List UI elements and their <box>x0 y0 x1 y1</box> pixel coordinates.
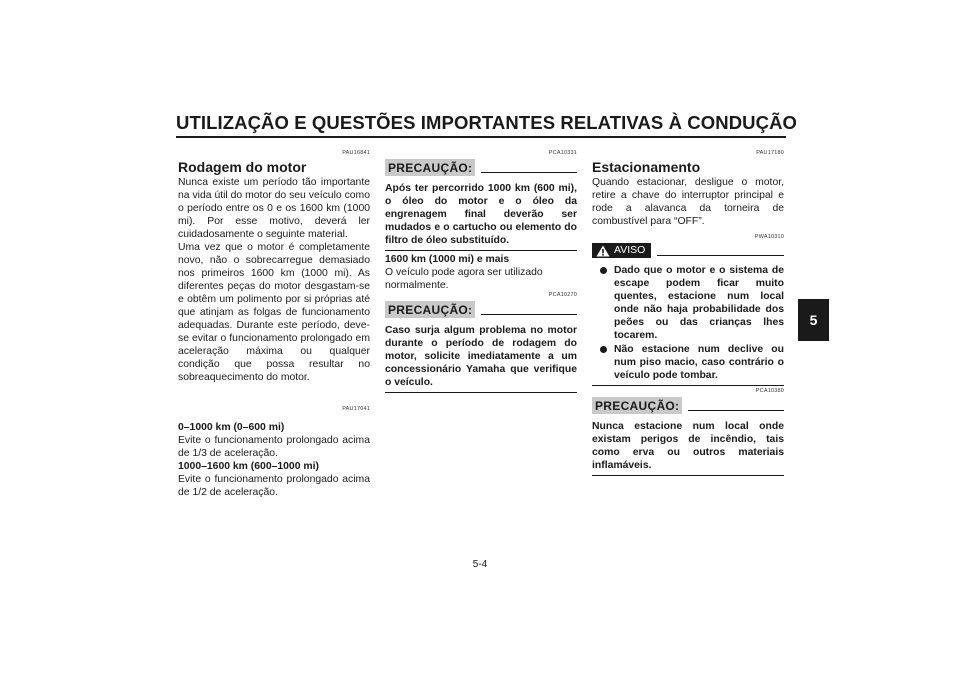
spacer <box>178 413 370 421</box>
title-rule <box>176 136 786 138</box>
warning-list <box>592 264 784 382</box>
caution-label: PRECAUÇÃO: <box>592 397 682 414</box>
section-heading-breaking-in: Rodagem do motor <box>178 159 307 175</box>
bullet-icon <box>600 346 607 353</box>
range-text: Evite o funcionamento prolongado acima de 1/2 de aceleração. <box>178 474 370 498</box>
range-label: 1600 km (1000 mi) e mais <box>385 254 510 265</box>
warning-rule <box>657 255 784 256</box>
column-cautions <box>385 150 577 395</box>
section-heading-parking: Estacionamento <box>592 159 701 175</box>
caution-rule <box>688 410 784 411</box>
paragraph: Uma vez que o motor é completamente novo, não o sobrecarregue demasiado nos primeiros 1600 km (1000 mi). As diferentes peças do motor desgastam-se e obtêm um polimento por si próprias até que atinjam as folgas de funcionamento adequadas. Durante este período, deve-se evitar o funcionamento prolongado em aceleração máxima ou qualquer condição que possa resultar no sobreaquecimento do motor. <box>178 242 370 383</box>
range-text: Evite o funcionamento prolongado acima de 1/3 de aceleração. <box>178 435 370 459</box>
paragraph: Nunca existe um período tão importante na vida útil do motor do seu veículo como o período entre os 0 e os 1600 km (1000 mi). Por esse motivo, deverá ler cuidadosamente o seguinte material. <box>178 177 370 240</box>
caution-end-rule <box>385 250 577 251</box>
warning-triangle-icon <box>596 245 610 257</box>
spacer <box>178 384 370 406</box>
list-item-text: Não estacione num declive ou num piso macio, caso contrário o veículo pode tombar. <box>614 344 784 381</box>
range-label: 1000–1600 km (600–1000 mi) <box>178 461 319 472</box>
range-label: 0–1000 km (0–600 mi) <box>178 422 285 433</box>
warning-end-rule <box>592 385 784 386</box>
chapter-tab[interactable]: 5 <box>798 299 829 341</box>
warning-header <box>592 243 784 258</box>
caution-end-rule <box>592 475 784 476</box>
paragraph: Quando estacionar, desligue o motor, retire a chave do interruptor principal e rode a alavanca da torneira de combustível para “OFF”. <box>592 177 784 227</box>
caution-text: Após ter percorrido 1000 km (600 mi), o óleo do motor e o óleo da engrenagem final deverão ser mudados e o cartucho ou elemento do filtro de óleo substituído. <box>385 183 577 246</box>
section-code: PWA10310 <box>754 234 784 240</box>
caution-text: Caso surja algum problema no motor durante o período de rodagem do motor, solicite imediatamente a um concessionário Yamaha que verifique o veículo. <box>385 325 577 388</box>
caution-rule <box>481 172 577 173</box>
warning-label: AVISO <box>614 244 646 256</box>
caution-label: PRECAUÇÃO: <box>385 301 475 318</box>
caution-header <box>385 301 577 318</box>
warning-label-box <box>592 243 651 258</box>
page-number: 5-4 <box>472 559 488 570</box>
section-code: PAU16841 <box>342 150 370 156</box>
range-text: O veículo pode agora ser utilizado normalmente. <box>385 267 543 291</box>
caution-label: PRECAUÇÃO: <box>385 159 475 176</box>
section-code: PCA10331 <box>548 150 577 156</box>
caution-header <box>385 159 577 176</box>
list-item <box>592 343 784 382</box>
bullet-icon <box>600 267 607 274</box>
list-item-text: Dado que o motor e o sistema de escape podem ficar muito quentes, estacione num local onde não haja probabilidade dos peões ou das crianças lhes tocarem. <box>614 265 784 341</box>
section-code: PCA10380 <box>755 388 784 394</box>
section-code: PAU17041 <box>342 406 370 412</box>
section-code: PCA10270 <box>548 292 577 298</box>
list-item <box>592 264 784 342</box>
column-parking <box>592 150 784 478</box>
page-title: UTILIZAÇÃO E QUESTÕES IMPORTANTES RELATIVAS À CONDUÇÃO <box>176 112 798 133</box>
caution-header <box>592 397 784 414</box>
column-breaking-in <box>178 150 370 499</box>
caution-end-rule <box>385 392 577 393</box>
caution-rule <box>481 314 577 315</box>
caution-text: Nunca estacione num local onde existam perigos de incêndio, tais como erva ou outros materiais inflamáveis. <box>592 421 784 471</box>
section-code: PAU17180 <box>756 150 784 156</box>
